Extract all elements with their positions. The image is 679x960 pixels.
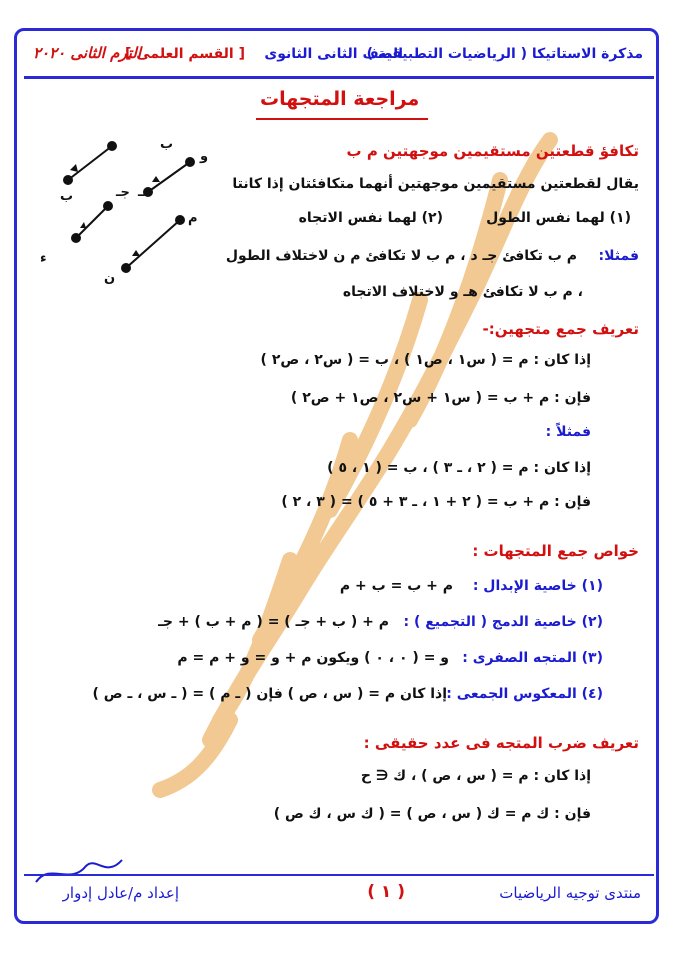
header-divider [24, 76, 654, 79]
properties-heading: خواص جمع المتجهات : [472, 542, 639, 560]
label-j: جـ [116, 185, 130, 200]
property-2-expr: م + ( ب + جـ ) = ( م + ب ) + جـ [158, 614, 389, 630]
label-w: و [200, 149, 209, 164]
sum-definition-heading: تعريف جمع متجهين:- [482, 320, 639, 338]
header-note: مذكرة الاستاتيكا ( الرياضيات التطبيقية ) [366, 46, 643, 62]
example-label: فمثلا: [598, 248, 639, 264]
header-grade: الصف الثانى الثانوى [264, 46, 403, 62]
label-b1: ب [160, 137, 174, 152]
equiv-condition-1: (١) لهما نفس الطول [486, 210, 631, 226]
example-line-2: ، م ب لا تكافئ هـ و لاختلاف الاتجاه [342, 284, 583, 300]
page-title: مراجعة المتجهات [260, 88, 420, 110]
header-section: [ القسم العلمى ] [125, 46, 245, 62]
page-number: ( ١ ) [367, 882, 405, 902]
footer [24, 876, 649, 910]
vector-figures [40, 130, 260, 290]
label-n: ن [104, 271, 116, 286]
footer-forum: منتدى توجيه الرياضيات [499, 884, 641, 902]
header-term: الترم الثانى ٢٠٢٠ [32, 44, 141, 62]
sum-if: إذا كان : م = ( س١ ، ص١ ) ، ب = ( س٢ ، ص٢ ) [260, 352, 591, 368]
equiv-condition-2: (٢) لهما نفس الاتجاه [298, 210, 443, 226]
sum-then: فإن : م + ب = ( س١ + س٢ ، ص١ + ص٢ ) [290, 390, 591, 406]
example-line-1: م ب تكافئ جـ د ، م ب لا تكافئ م ن لاختلاف الطول [225, 248, 577, 264]
scalar-if: إذا كان : م = ( س ، ص ) ، ك ∈ ح [360, 768, 591, 784]
property-2-label: (٢) خاصية الدمج ( التجميع ) : [403, 614, 603, 630]
footer-author: إعداد م/عادل إدوار [62, 884, 179, 902]
property-4-expr: إذا كان م = ( س ، ص ) فإن ( ـ م ) = ( ـ س ، ـ ص ) [92, 686, 447, 702]
scalar-then: فإن : ك م = ك ( س ، ص ) = ( ك س ، ك ص ) [273, 806, 591, 822]
example2-if: إذا كان : م = ( ٢ ، ـ ٣ ) ، ب = ( ١ ، ٥ ) [327, 460, 591, 476]
equiv-definition: يقال لقطعتين مستقيمين موجهتين أنهما متكافئتان إذا كانتا [232, 176, 639, 192]
example2-then: فإن : م + ب = ( ٢ + ١ ، ـ ٣ + ٥ ) = ( ٣ ، ٢ ) [281, 494, 591, 510]
property-1-expr: م + ب = ب + م [339, 578, 453, 594]
label-h: هـ [138, 185, 152, 200]
label-d: ء [40, 251, 47, 266]
property-1-label: (١) خاصية الإبدال : [472, 578, 603, 594]
property-3-label: (٣) المتجه الصفرى : [462, 650, 603, 666]
property-4-label: (٤) المعكوس الجمعى : [446, 686, 603, 702]
label-b2: ب [60, 189, 74, 204]
scalar-heading: تعريف ضرب المتجه فى عدد حقيقى : [363, 734, 639, 752]
label-m: م [188, 211, 198, 226]
title-underline [256, 118, 428, 120]
equiv-heading: تكافؤ قطعتين مستقيمين موجهتين م ب [346, 142, 639, 160]
header [24, 40, 649, 80]
example2-label: فمثلاً : [545, 424, 591, 440]
property-3-expr: و = ( ٠ ، ٠ ) ويكون م + و = و + م = م [177, 650, 449, 666]
